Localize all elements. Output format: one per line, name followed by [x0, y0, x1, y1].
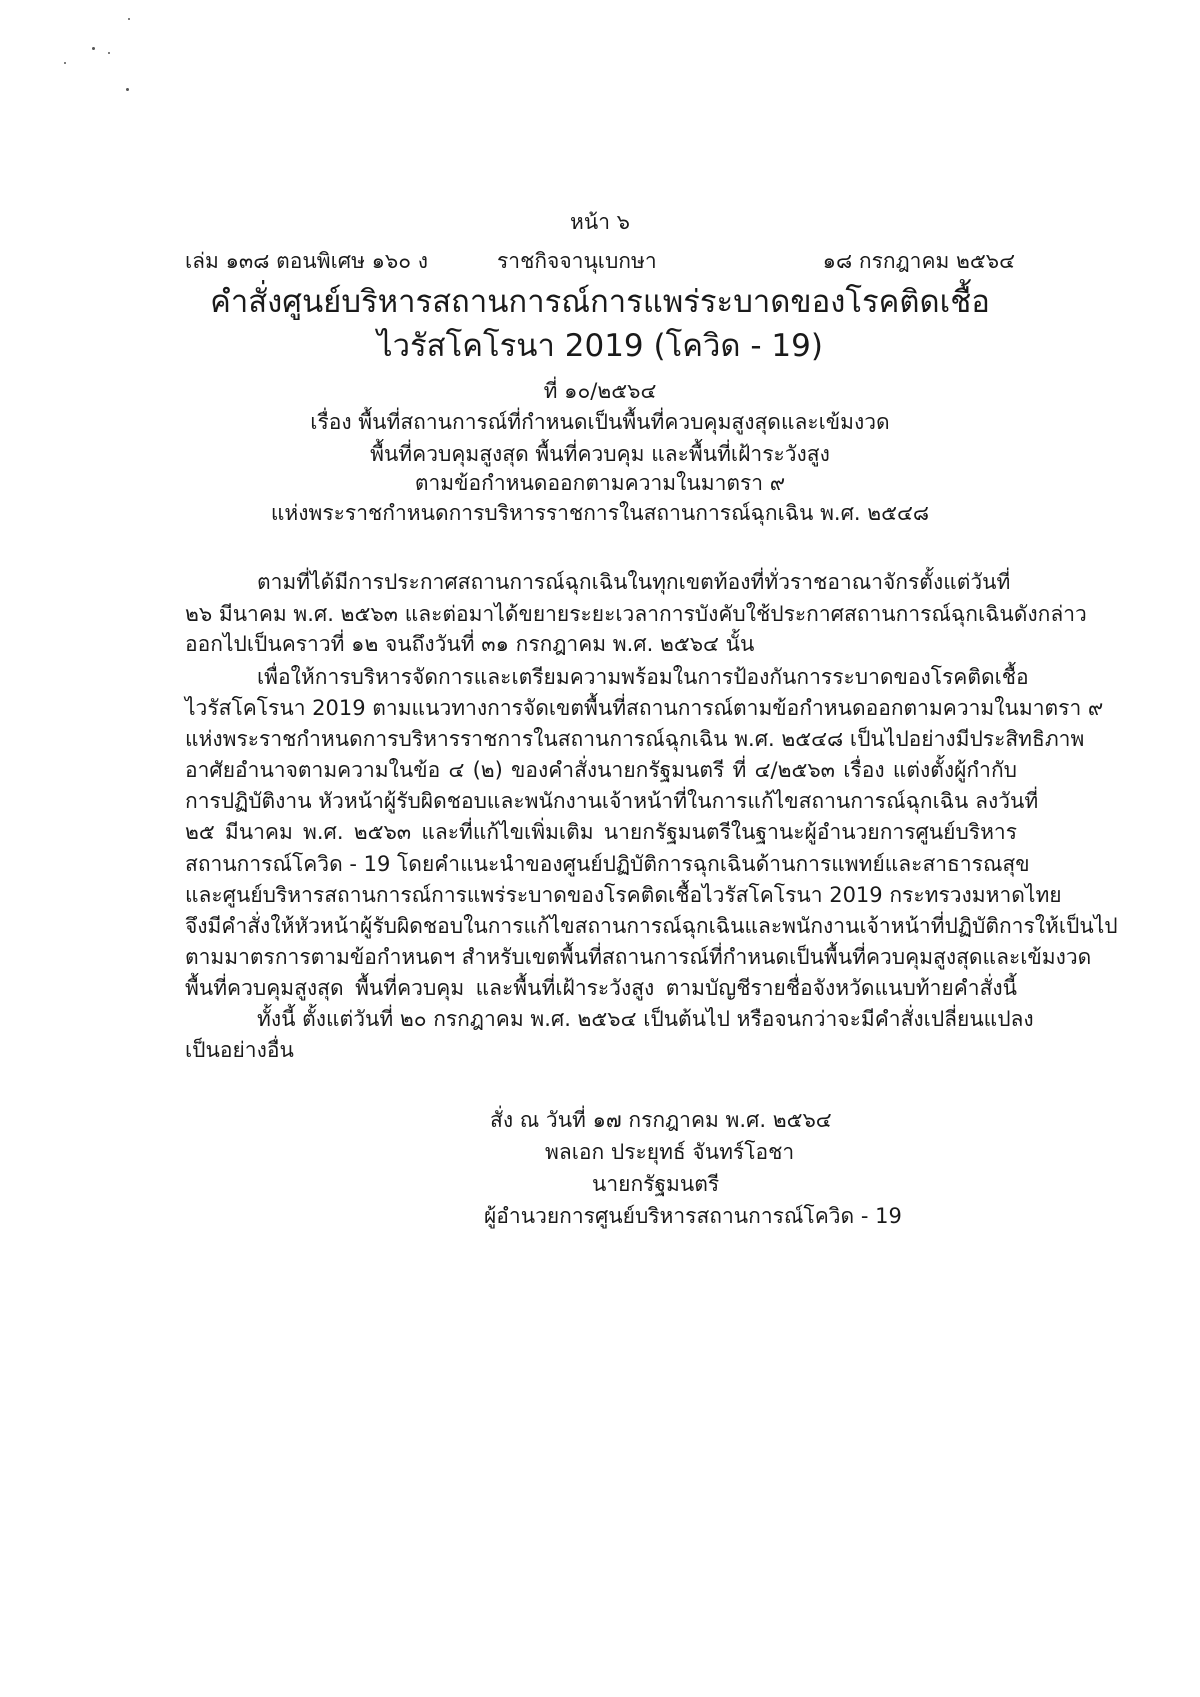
- subject-line-3: ตามข้อกำหนดออกตามความในมาตรา ๙: [414, 471, 786, 495]
- order-number: ที่ ๑๐/๒๕๖๔: [543, 379, 657, 403]
- title-line-1: คำสั่งศูนย์บริหารสถานการณ์การแพร่ระบาดของโรคติดเชื้อ: [210, 284, 990, 320]
- body-p2-line-7: สถานการณ์โควิด - 19 โดยคำแนะนำของศูนย์ปฏิบัติการฉุกเฉินด้านการแพทย์และสาธารณสุข: [185, 852, 1030, 876]
- subject-line-2: พื้นที่ควบคุมสูงสุด พื้นที่ควบคุม และพื้นที่เฝ้าระวังสูง: [370, 442, 830, 466]
- header-date: ๑๘ กรกฎาคม ๒๕๖๔: [822, 249, 1015, 273]
- body-p2-line-9: จึงมีคำสั่งให้หัวหน้าผู้รับผิดชอบในการแก้ไขสถานการณ์ฉุกเฉินและพนักงานเจ้าหน้าที่ปฏิบัติการให้เป็นไป: [185, 914, 1118, 938]
- signatory-name: พลเอก ประยุทธ์ จันทร์โอชา: [545, 1140, 795, 1164]
- body-p1-line-2: ๒๖ มีนาคม พ.ศ. ๒๕๖๓ และต่อมาได้ขยายระยะเวลาการบังคับใช้ประกาศสถานการณ์ฉุกเฉินดังกล่าว: [185, 602, 1087, 626]
- body-p2-line-8: และศูนย์บริหารสถานการณ์การแพร่ระบาดของโรคติดเชื้อไวรัสโคโรนา 2019 กระทรวงมหาดไทย: [185, 883, 1062, 907]
- subject-line-4: แห่งพระราชกำหนดการบริหารราชการในสถานการณ์ฉุกเฉิน พ.ศ. ๒๕๔๘: [270, 501, 930, 525]
- body-p3-line-2: เป็นอย่างอื่น: [185, 1038, 294, 1062]
- header-volume: เล่ม ๑๓๘ ตอนพิเศษ ๑๖๐ ง: [185, 249, 429, 273]
- issued-date: สั่ง ณ วันที่ ๑๗ กรกฎาคม พ.ศ. ๒๕๖๔: [490, 1108, 832, 1132]
- subject-line-1: เรื่อง พื้นที่สถานการณ์ที่กำหนดเป็นพื้นที่ควบคุมสูงสุดและเข้มงวด: [310, 410, 890, 434]
- signatory-position: นายกรัฐมนตรี: [592, 1172, 720, 1196]
- body-p3-line-1: ทั้งนี้ ตั้งแต่วันที่ ๒๐ กรกฎาคม พ.ศ. ๒๕๖๔ เป็นต้นไป หรือจนกว่าจะมีคำสั่งเปลี่ยนแปลง: [257, 1007, 1034, 1031]
- body-p2-line-4: อาศัยอำนาจตามความในข้อ ๔ (๒) ของคำสั่งนายกรัฐมนตรี ที่ ๔/๒๕๖๓ เรื่อง แต่งตั้งผู้กำกับ: [185, 758, 1017, 782]
- body-p1-line-1: ตามที่ได้มีการประกาศสถานการณ์ฉุกเฉินในทุกเขตท้องที่ทั่วราชอาณาจักรตั้งแต่วันที่: [257, 570, 1011, 594]
- body-p2-line-11: พื้นที่ควบคุมสูงสุด พื้นที่ควบคุม และพื้นที่เฝ้าระวังสูง ตามบัญชีรายชื่อจังหวัดแนบท้ายคำสั่งนี้: [185, 976, 1017, 1000]
- body-p2-line-10: ตามมาตรการตามข้อกำหนดฯ สำหรับเขตพื้นที่สถานการณ์ที่กำหนดเป็นพื้นที่ควบคุมสูงสุดและเข้มงวด: [185, 945, 1092, 969]
- body-p2-line-2: ไวรัสโคโรนา 2019 ตามแนวทางการจัดเขตพื้นที่สถานการณ์ตามข้อกำหนดออกตามความในมาตรา ๙: [185, 696, 1104, 720]
- body-p2-line-5: การปฏิบัติงาน หัวหน้าผู้รับผิดชอบและพนักงานเจ้าหน้าที่ในการแก้ไขสถานการณ์ฉุกเฉิน ลงวันที่: [185, 789, 1039, 813]
- body-p2-line-1: เพื่อให้การบริหารจัดการและเตรียมความพร้อมในการป้องกันการระบาดของโรคติดเชื้อ: [257, 665, 1029, 689]
- signatory-role: ผู้อำนวยการศูนย์บริหารสถานการณ์โควิด - 19: [484, 1204, 902, 1228]
- body-p2-line-3: แห่งพระราชกำหนดการบริหารราชการในสถานการณ์ฉุกเฉิน พ.ศ. ๒๕๔๘ เป็นไปอย่างมีประสิทธิภาพ: [185, 727, 1085, 751]
- body-p1-line-3: ออกไปเป็นคราวที่ ๑๒ จนถึงวันที่ ๓๑ กรกฎาคม พ.ศ. ๒๕๖๔ นั้น: [185, 632, 755, 656]
- title-line-2: ไวรัสโคโรนา 2019 (โควิด - 19): [377, 328, 823, 364]
- header-gazette-name: ราชกิจจานุเบกษา: [497, 249, 657, 273]
- body-p2-line-6: ๒๕ มีนาคม พ.ศ. ๒๕๖๓ และที่แก้ไขเพิ่มเติม นายกรัฐมนตรีในฐานะผู้อำนวยการศูนย์บริหาร: [185, 820, 1017, 844]
- page-number: หน้า ๖: [570, 210, 630, 234]
